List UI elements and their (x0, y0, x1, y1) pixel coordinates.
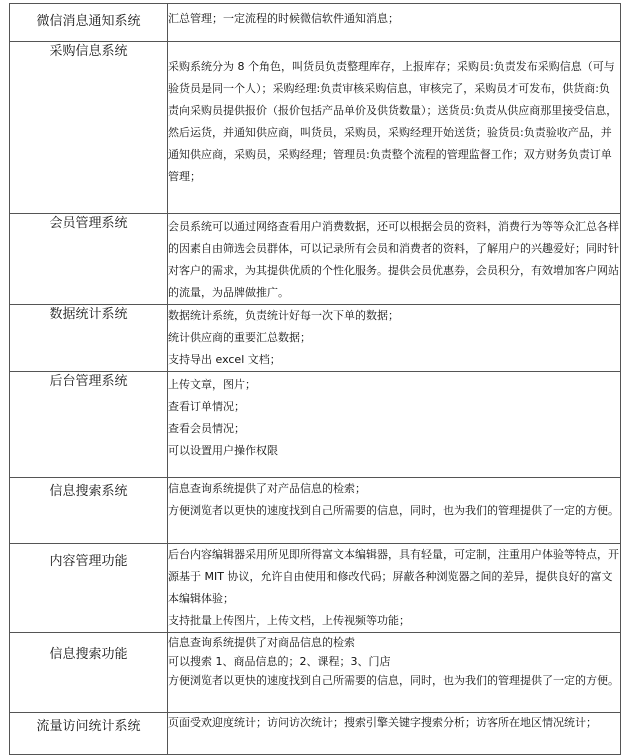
system-name: 后台管理系统 (49, 374, 128, 389)
table-row (10, 544, 621, 633)
description-line: 查看会员情况； (168, 422, 245, 435)
description-cell (168, 713, 621, 755)
description-cell (168, 214, 621, 305)
description-line: 上传文章，图片； (168, 378, 256, 391)
table-row (10, 305, 621, 372)
table-row (10, 478, 621, 544)
table-row (10, 42, 621, 214)
table-row (10, 633, 621, 713)
system-name-cell (10, 305, 168, 372)
table-row (10, 713, 621, 755)
system-name-cell (10, 372, 168, 478)
table-row (10, 214, 621, 305)
system-name-cell (10, 713, 168, 755)
description-line: 后台内容编辑器采用所见即所得富文本编辑器，具有轻量，可定制，注重用户体验等特点，开源基于 MIT 协议，允许自由使用和修改代码；屏蔽各种浏览器之间的差异，提供良好的富文本编辑体验； (168, 548, 619, 605)
description-cell (168, 478, 621, 544)
description-line: 信息查询系统提供了对产品信息的检索； (168, 482, 366, 495)
feature-table (9, 3, 621, 755)
system-name-cell (10, 633, 168, 713)
description-line: 页面受欢迎度统计；访问访次统计；搜索引擎关键字搜索分析；访客所在地区情况统计； (168, 716, 597, 729)
description-line: 会员系统可以通过网络查看用户消费数据，还可以根据会员的资料，消费行为等等众汇总各样的因素自由筛选会员群体，可以记录所有会员和消费者的资料，了解用户的兴趣爱好；同时针对客户的需求，为其提供优质的个性化服务。提供会员优惠券，会员积分，有效增加客户网站的流量，为品牌做推广。 (168, 220, 619, 299)
description-line: 支持导出 excel 文档； (168, 353, 281, 366)
description-line: 查看订单情况； (168, 400, 245, 413)
system-name-cell (10, 4, 168, 42)
description-line: 可以设置用户操作权限 (168, 444, 278, 457)
description-line: 统计供应商的重要汇总数据； (168, 331, 311, 344)
description-cell (168, 544, 621, 633)
system-name-cell (10, 544, 168, 633)
description-cell (168, 372, 621, 478)
description-line: 方便浏览者以更快的速度找到自己所需要的信息，同时，也为我们的管理提供了一定的方便。 (168, 504, 619, 517)
description-cell (168, 42, 621, 214)
description-line: 采购系统分为 8 个角色，叫货员负责整理库存，上报库存；采购员:负责发布采购信息（可与验货员是同一个人）；采购经理:负责审核采购信息，审核完了，采购员才可发布，供货商:负责向采购员提供报价（报价包括产品单价及供货数量）；送货员:负责从供应商那里接受信息，然后运货，并通知供应商，叫货员，采购员，采购经理开始送货；验货员:负责验收产品，并通知供应商，采购员，采购经理；管理员:负责整个流程的管理监督工作；双方财务负责订单管理； (168, 60, 618, 183)
system-name-cell (10, 214, 168, 305)
table-row (10, 372, 621, 478)
system-name: 数据统计系统 (49, 307, 128, 322)
description-line: 汇总管理；一定流程的时候微信软件通知消息； (168, 12, 399, 25)
description-line: 方便浏览者以更快的速度找到自己所需要的信息，同时，也为我们的管理提供了一定的方便。 (168, 674, 619, 687)
description-cell (168, 633, 621, 713)
system-name: 微信消息通知系统 (36, 14, 141, 29)
system-name: 采购信息系统 (49, 44, 128, 59)
description-line: 数据统计系统，负责统计好每一次下单的数据； (168, 309, 399, 322)
system-name-cell (10, 478, 168, 544)
system-name: 会员管理系统 (49, 216, 128, 231)
description-line: 支持批量上传图片，上传文档，上传视频等功能； (168, 614, 410, 627)
description-line: 可以搜索 1、商品信息的；2、课程；3、门店 (168, 655, 391, 668)
table-row (10, 4, 621, 42)
system-name: 信息搜索功能 (49, 647, 128, 662)
description-cell (168, 4, 621, 42)
description-cell (168, 305, 621, 372)
description-line: 信息查询系统提供了对商品信息的检索 (168, 636, 355, 649)
system-name-cell (10, 42, 168, 214)
system-name: 内容管理功能 (49, 554, 128, 569)
system-name: 信息搜索系统 (49, 484, 128, 499)
system-name: 流量访问统计系统 (36, 719, 141, 734)
